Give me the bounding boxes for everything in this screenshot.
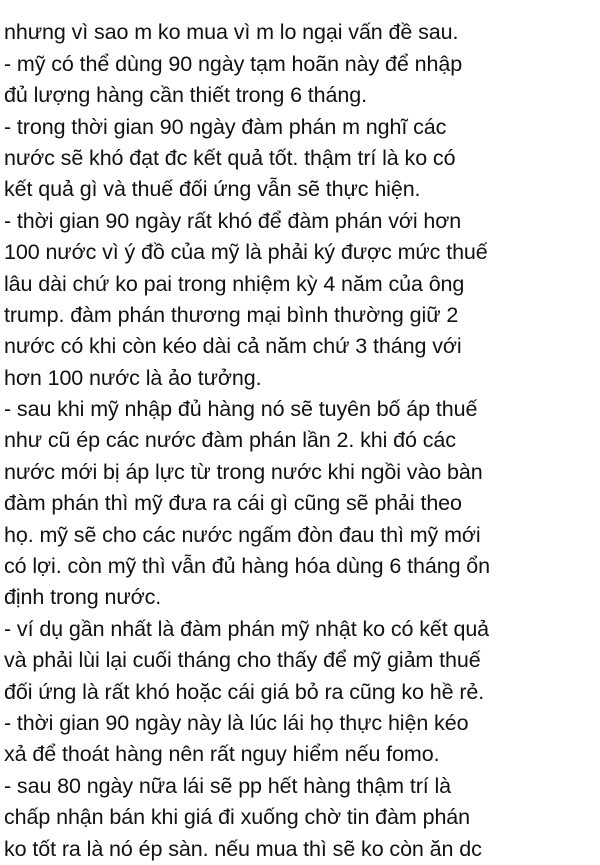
post-text-line: lâu dài chứ ko pai trong nhiệm kỳ 4 năm của ông: [4, 271, 465, 296]
post-text-line: chấp nhận bán khi giá đi xuống chờ tin đàm phán: [4, 805, 471, 830]
post-text-line: - sau khi mỹ nhập đủ hàng nó sẽ tuyên bố áp thuế: [4, 397, 478, 422]
post-text-line: có lợi. còn mỹ thì vẫn đủ hàng hóa dùng 6 tháng ổn: [4, 554, 491, 579]
post-text-line: xả để thoát hàng nên rất nguy hiểm nếu fomo.: [4, 742, 440, 767]
post-text-line: [4, 0, 600, 17]
post-text-line: - ví dụ gần nhất là đàm phán mỹ nhật ko có kết quả: [4, 616, 490, 641]
post-text-line: định trong nước.: [4, 585, 162, 610]
post-text-line: - thời gian 90 ngày rất khó để đàm phán với hơn: [4, 208, 462, 233]
post-text-line: nước mới bị áp lực từ trong nước khi ngồi vào bàn: [4, 459, 483, 484]
post-text-line: nhưng vì sao m ko mua vì m lo ngại vấn đề sau.: [4, 20, 459, 45]
post-text-line: 100 nước vì ý đồ của mỹ là phải ký được mức thuế: [4, 240, 488, 265]
post-text-line: - sau 80 ngày nữa lái sẽ pp hết hàng thậm trí là: [4, 773, 452, 798]
post-text-line: nước có khi còn kéo dài cả năm chứ 3 tháng với: [4, 334, 462, 359]
post-text-line: đủ lượng hàng cần thiết trong 6 tháng.: [4, 83, 367, 108]
post-text-line: đối ứng là rất khó hoặc cái giá bỏ ra cũng ko hề rẻ.: [4, 679, 485, 704]
post-text-line: như cũ ép các nước đàm phán lần 2. khi đó các: [4, 428, 456, 453]
post-text-line: đàm phán thì mỹ đưa ra cái gì cũng sẽ phải theo: [4, 491, 462, 516]
post-text-line: - trong thời gian 90 ngày đàm phán m nghĩ các: [4, 114, 447, 139]
post-text-line: và phải lùi lại cuối tháng cho thấy để mỹ giảm thuế: [4, 648, 481, 673]
post-text-line: ko tốt ra là nó ép sàn. nếu mua thì sẽ ko còn ăn dc: [4, 836, 482, 861]
post-text-line: nước sẽ khó đạt đc kết quả tốt. thậm trí là ko có: [4, 145, 456, 170]
post-text-line: trump. đàm phán thương mại bình thường giữ 2: [4, 302, 459, 327]
post-text-line: - mỹ có thể dùng 90 ngày tạm hoãn này để nhập: [4, 51, 463, 76]
post-text-line: họ. mỹ sẽ cho các nước ngấm đòn đau thì mỹ mới: [4, 522, 481, 547]
post-text-line: hơn 100 nước là ảo tưởng.: [4, 365, 262, 390]
post-text-line: kết quả gì và thuế đối ứng vẫn sẽ thực hiện.: [4, 177, 421, 202]
post-text-line: - thời gian 90 ngày này là lúc lái họ thực hiện kéo: [4, 710, 469, 735]
